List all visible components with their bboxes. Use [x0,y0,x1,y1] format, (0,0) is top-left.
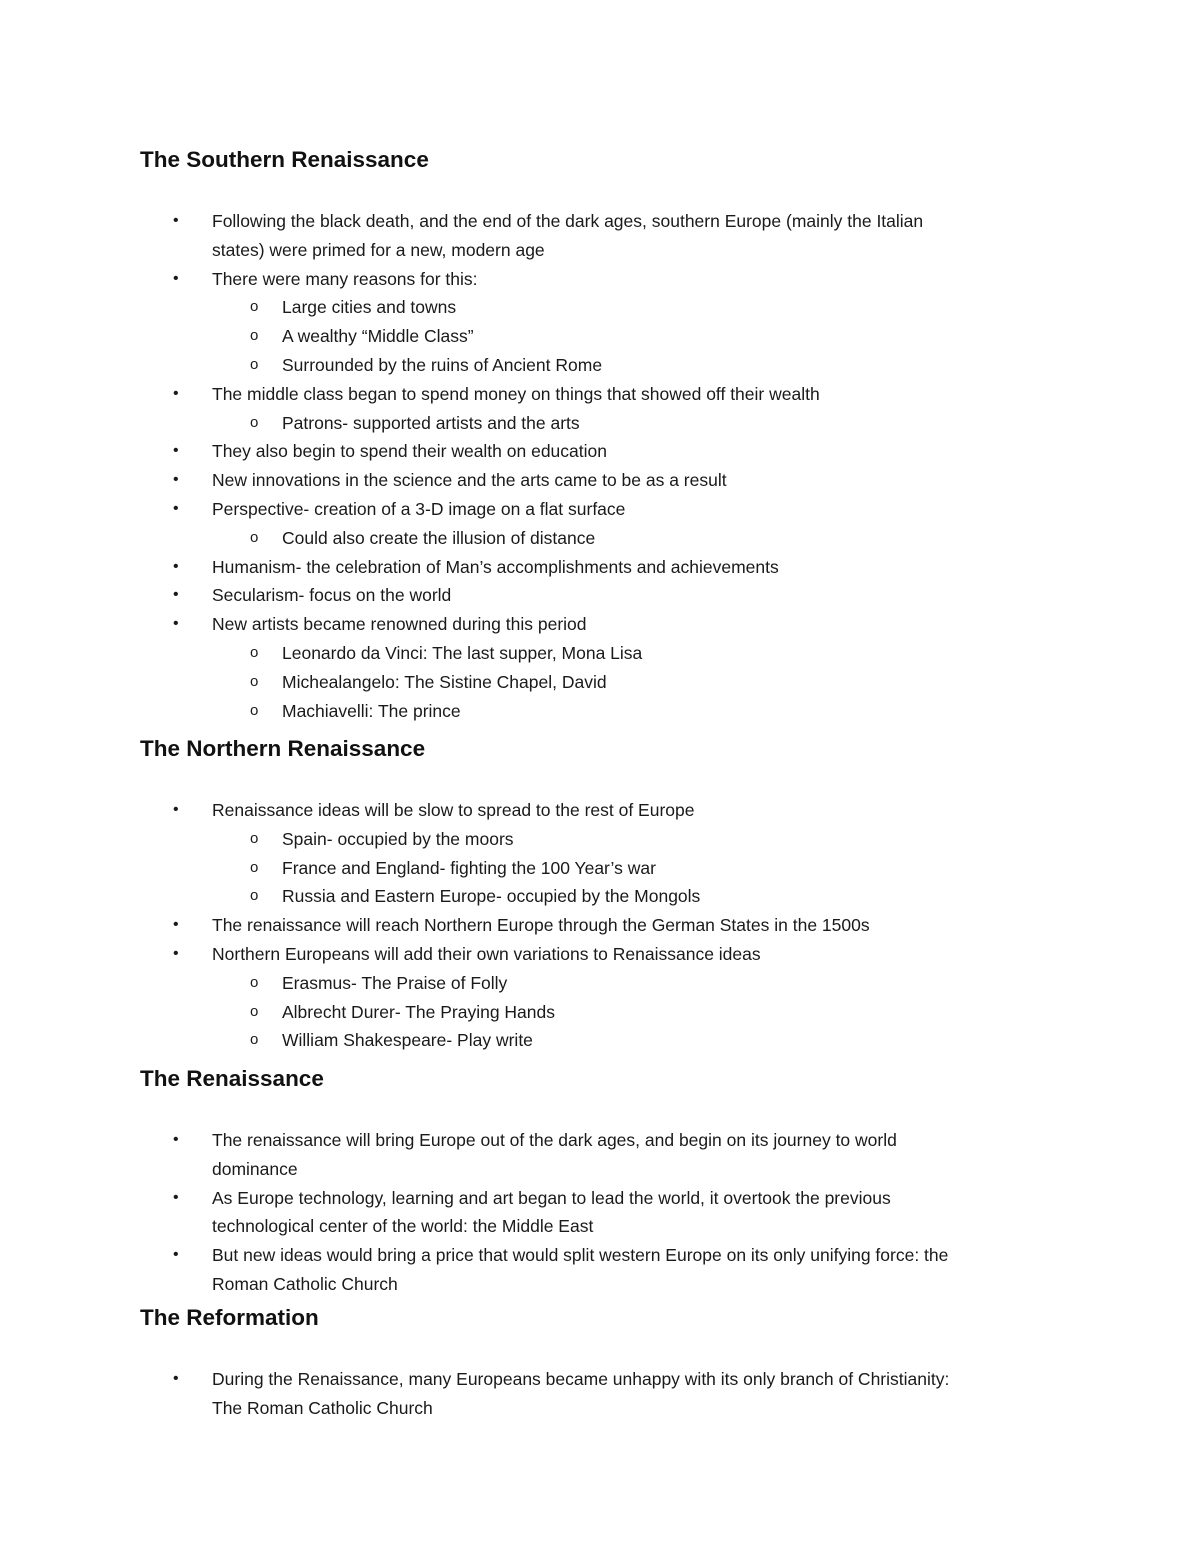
list-item [140,1241,1100,1270]
sub-bullet-icon: o [250,858,259,876]
bullet-icon: • [173,557,179,575]
list-item-text: But new ideas would bring a price that would split western Europe on its only unifying force: the [212,1245,949,1266]
list-item-text: Erasmus- The Praise of Folly [282,972,508,993]
section-heading: The Southern Renaissance [140,147,429,172]
sub-list-item [140,882,1100,911]
list-item [140,437,1100,466]
list-item-text: technological center of the world: the Middle East [212,1216,594,1237]
list-item-text: Northern Europeans will add their own variations to Renaissance ideas [212,943,761,964]
bullet-list [140,796,1100,1055]
sub-list-item [140,697,1100,726]
list-item [140,265,1100,294]
list-item-text: The renaissance will bring Europe out of the dark ages, and begin on its journey to world [212,1130,897,1150]
bullet-icon: • [173,801,179,818]
section-heading: The Northern Renaissance [140,736,426,761]
bullet-icon: • [173,384,179,402]
list-item-text: There were many reasons for this: [212,268,478,289]
list-item [140,796,1100,825]
sub-list-item [140,293,1100,322]
sub-bullet-icon: o [250,1031,259,1049]
list-item [140,1184,1100,1213]
sub-bullet-icon: o [250,413,259,431]
list-item-text: Michealangelo: The Sistine Chapel, David [282,671,607,692]
sub-list-item [140,1026,1100,1055]
list-item [140,940,1100,969]
list-item-text: Surrounded by the ruins of Ancient Rome [282,354,603,375]
sub-bullet-icon: o [250,829,259,847]
list-item-text: Spain- occupied by the moors [282,828,514,849]
bullet-icon: • [173,916,179,934]
sub-list-item [140,322,1100,351]
bullet-icon: • [173,499,179,517]
list-item [140,581,1100,610]
list-item-continuation [140,1212,1100,1241]
list-item-text: Could also create the illusion of distance [282,527,596,548]
sub-list-item [140,524,1100,553]
bullet-icon: • [173,1246,179,1264]
list-item-text: Humanism- the celebration of Man’s accomplishments and achievements [212,556,779,577]
bullet-icon: • [173,471,179,489]
list-item-text: Roman Catholic Church [212,1273,398,1294]
sub-bullet-icon: o [250,887,259,905]
list-item-text: Renaissance ideas will be slow to spread to the rest of Europe [212,800,695,820]
bullet-list [140,1365,1100,1423]
list-item-text: As Europe technology, learning and art began to lead the world, it overtook the previous [212,1187,891,1208]
bullet-icon: • [173,269,179,287]
list-item-text: Perspective- creation of a 3-D image on a flat surface [212,498,626,519]
list-item-text: They also begin to spend their wealth on education [212,441,607,462]
bullet-icon: • [173,442,179,460]
bullet-list [140,207,1100,725]
list-item-text: Russia and Eastern Europe- occupied by the Mongols [282,886,701,907]
list-item-text: A wealthy “Middle Class” [282,326,474,347]
list-item-text: Leonardo da Vinci: The last supper, Mona Lisa [282,642,643,663]
sub-bullet-icon: o [250,973,259,991]
list-item [140,911,1100,940]
list-item [140,610,1100,639]
sub-list-item [140,825,1100,854]
sub-bullet-icon: o [250,701,259,719]
list-item-text: Machiavelli: The prince [282,700,461,721]
sub-list-item [140,854,1100,883]
sub-list-item [140,351,1100,380]
section-2 [140,734,1100,1055]
list-item-text: New artists became renowned during this period [212,614,587,635]
sub-list-item [140,668,1100,697]
list-item-text: Large cities and towns [282,297,457,318]
list-item-text: New innovations in the science and the arts came to be as a result [212,470,727,491]
list-item-text: The Roman Catholic Church [212,1397,433,1418]
bullet-icon: • [173,1131,179,1148]
list-item [140,380,1100,409]
section-3 [140,1064,1100,1299]
sub-bullet-icon: o [250,643,259,661]
list-item [140,553,1100,582]
section-1 [140,145,1100,725]
sub-bullet-icon: o [250,1002,259,1020]
list-item-text: Following the black death, and the end of the dark ages, southern Europe (mainly the Italian [212,211,924,231]
list-item-text: The renaissance will reach Northern Europe through the German States in the 1500s [212,915,870,936]
sub-bullet-icon: o [250,355,259,373]
list-item-text: dominance [212,1158,298,1179]
list-item-text: During the Renaissance, many Europeans became unhappy with its only branch of Christianity: [212,1369,950,1389]
bullet-icon: • [173,615,179,633]
list-item [140,466,1100,495]
list-item [140,207,1100,236]
list-item-text: states) were primed for a new, modern age [212,239,545,260]
bullet-icon: • [173,586,179,604]
bullet-icon: • [173,1370,179,1387]
bullet-icon: • [173,944,179,962]
list-item [140,1126,1100,1155]
list-item [140,1365,1100,1394]
sub-bullet-icon: o [250,528,259,546]
list-item-continuation [140,1270,1100,1299]
list-item-continuation [140,236,1100,265]
bullet-list [140,1126,1100,1299]
list-item-text: The middle class began to spend money on things that showed off their wealth [212,383,820,404]
list-item [140,495,1100,524]
bullet-icon: • [173,1188,179,1206]
section-heading: The Renaissance [140,1066,324,1091]
bullet-icon: • [173,212,179,229]
list-item-text: Patrons- supported artists and the arts [282,412,580,433]
sub-list-item [140,639,1100,668]
list-item-continuation [140,1155,1100,1184]
section-4 [140,1303,1100,1423]
list-item-text: William Shakespeare- Play write [282,1030,533,1051]
sub-bullet-icon: o [250,672,259,690]
sub-list-item [140,969,1100,998]
list-item-text: Secularism- focus on the world [212,585,452,606]
sub-bullet-icon: o [250,327,259,345]
list-item-text: France and England- fighting the 100 Year’s war [282,857,656,878]
list-item-continuation [140,1394,1100,1423]
sub-list-item [140,998,1100,1027]
list-item-text: Albrecht Durer- The Praying Hands [282,1001,555,1022]
section-heading: The Reformation [140,1305,319,1330]
sub-list-item [140,409,1100,438]
sub-bullet-icon: o [250,298,259,316]
